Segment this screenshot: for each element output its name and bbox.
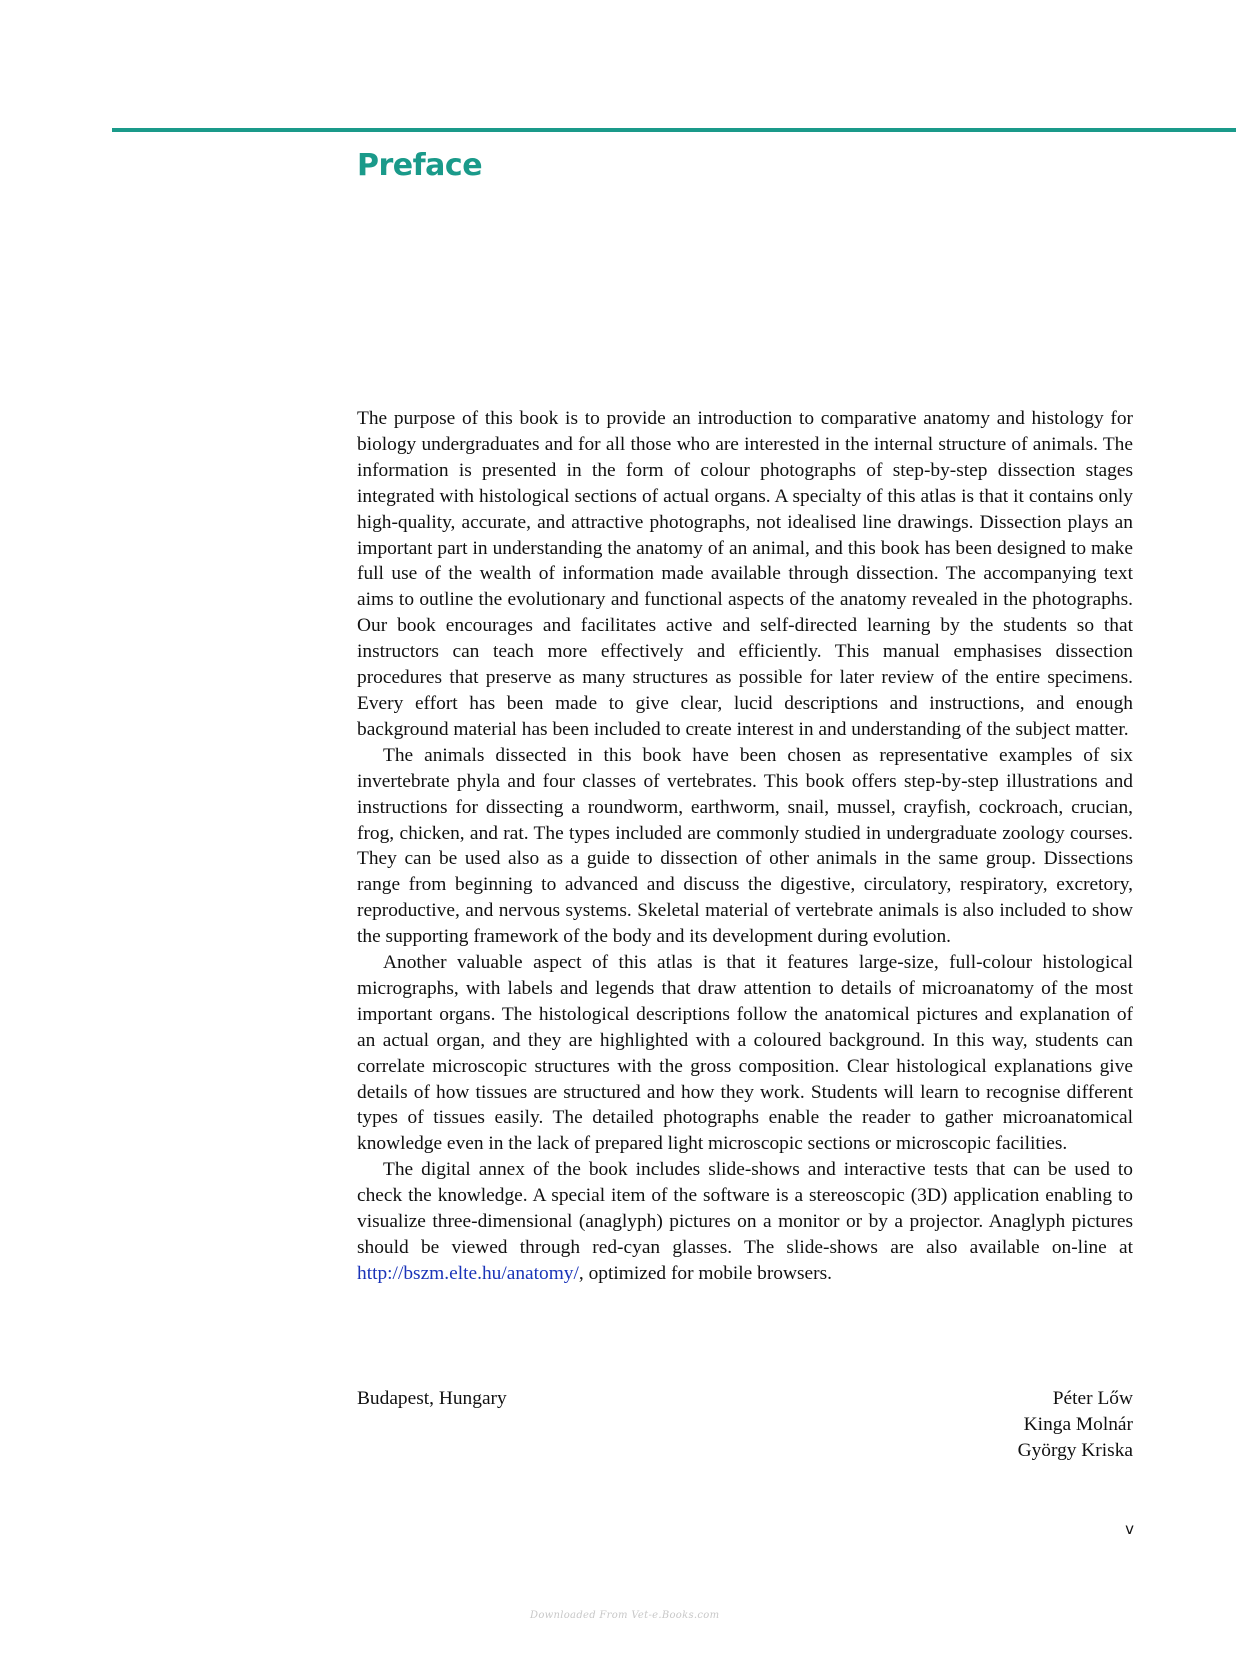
- header-rule: [112, 128, 1236, 132]
- download-watermark: Downloaded From Vet-e.Books.com: [530, 1610, 720, 1621]
- paragraph-2: The animals dissected in this book have been chosen as representative examples of six invertebrate phyla and four classes of vertebrates. This book offers step-by-step illustrations and instructions for dissecting a roundworm, earthworm, snail, mussel, crayfish, cockroach, crucian, frog, chicken, and rat. The types included are commonly studied in undergraduate zoology courses. They can be used also as a guide to dissection of other animals in the same group. Dissections range from beginning to advanced and discuss the digestive, circulatory, respiratory, excretory, reproductive, and nervous systems. Skeletal material of vertebrate animals is also included to show the supporting framework of the body and its development during evolution.: [357, 744, 1133, 948]
- paragraph-4-text-end: , optimized for mobile browsers.: [578, 1262, 832, 1284]
- page-number: v: [1125, 1520, 1134, 1538]
- paragraph-3: Another valuable aspect of this atlas is that it features large-size, full-colour histological micrographs, with labels and legends that draw attention to details of microanatomy of the most important organs. The histological descriptions follow the anatomical pictures and explanation of an actual organ, and they are highlighted with a coloured background. In this way, students can correlate microscopic structures with the gross composition. Clear histological explanations give details of how tissues are structured and how they work. Students will learn to recognise different types of tissues easily. The detailed photographs enable the reader to gather microanatomical knowledge even in the lack of prepared light microscopic sections or microscopic facilities.: [357, 952, 1133, 1155]
- anatomy-website-link[interactable]: http://bszm.elte.hu/anatomy/: [357, 1262, 579, 1284]
- author-name: Péter Lőw: [1052, 1388, 1133, 1409]
- author-name: Kinga Molnár: [1023, 1414, 1133, 1435]
- page-title: Preface: [357, 148, 483, 183]
- signature-place: Budapest, Hungary: [357, 1388, 507, 1409]
- author-list: [1018, 1386, 1133, 1464]
- preface-body: [357, 406, 1133, 1287]
- author-name: György Kriska: [1017, 1440, 1133, 1461]
- paragraph-4: [357, 1157, 1133, 1287]
- paragraph-1: The purpose of this book is to provide an introduction to comparative anatomy and histology for biology undergraduates and for all those who are interested in the internal structure of animals. The information is presented in the form of colour photographs of step-by-step dissection stages integrated with histological sections of actual organs. A specialty of this atlas is that it contains only high-quality, accurate, and attractive photographs, not idealised line drawings. Dissection plays an important part in understanding the anatomy of an animal, and this book has been designed to make full use of the wealth of information made available through dissection. The accompanying text aims to outline the evolutionary and functional aspects of the anatomy revealed in the photographs. Our book encourages and facilitates active and self-directed learning by the students so that instructors can teach more effectively and efficiently. This manual emphasises dissection procedures that preserve as many structures as possible for later review of the entire specimens. Every effort has been made to give clear, lucid descriptions and instructions, and enough background material has been included to create interest in and understanding of the subject matter.: [357, 408, 1133, 740]
- paragraph-4-text-start: The digital annex of the book includes slide-shows and interactive tests that can be used to check the knowledge. A special item of the software is a stereoscopic (3D) application enabling to visualize three-dimensional (anaglyph) pictures on a monitor or by a projector. Anaglyph pictures should be viewed through red-cyan glasses. The slide-shows are also available on-line at: [357, 1159, 1133, 1258]
